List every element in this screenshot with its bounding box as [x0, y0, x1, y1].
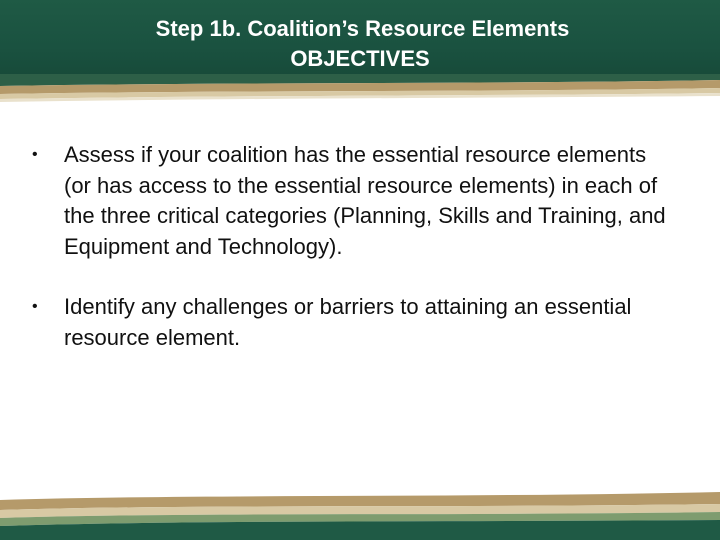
header-decorative-stripes	[0, 74, 720, 104]
bullet-dot: •	[32, 298, 38, 315]
bullet-text: Assess if your coalition has the essential resource elements (or has access to the essential resource elements) in each of the three critical categories (Planning, Skills and Training, and Equipment and Technology).	[64, 142, 666, 259]
bullet-list	[28, 140, 668, 383]
title-line-1: Step 1b. Coalition’s Resource Elements	[155, 16, 570, 41]
slide-title	[0, 14, 720, 74]
title-line-2: OBJECTIVES	[290, 46, 430, 71]
bullet-text: Identify any challenges or barriers to attaining an essential resource element.	[64, 294, 632, 350]
footer-decorative-stripes	[0, 492, 720, 540]
bullet-item	[28, 292, 668, 353]
bullet-item	[28, 140, 668, 262]
bullet-dot: •	[32, 146, 38, 163]
